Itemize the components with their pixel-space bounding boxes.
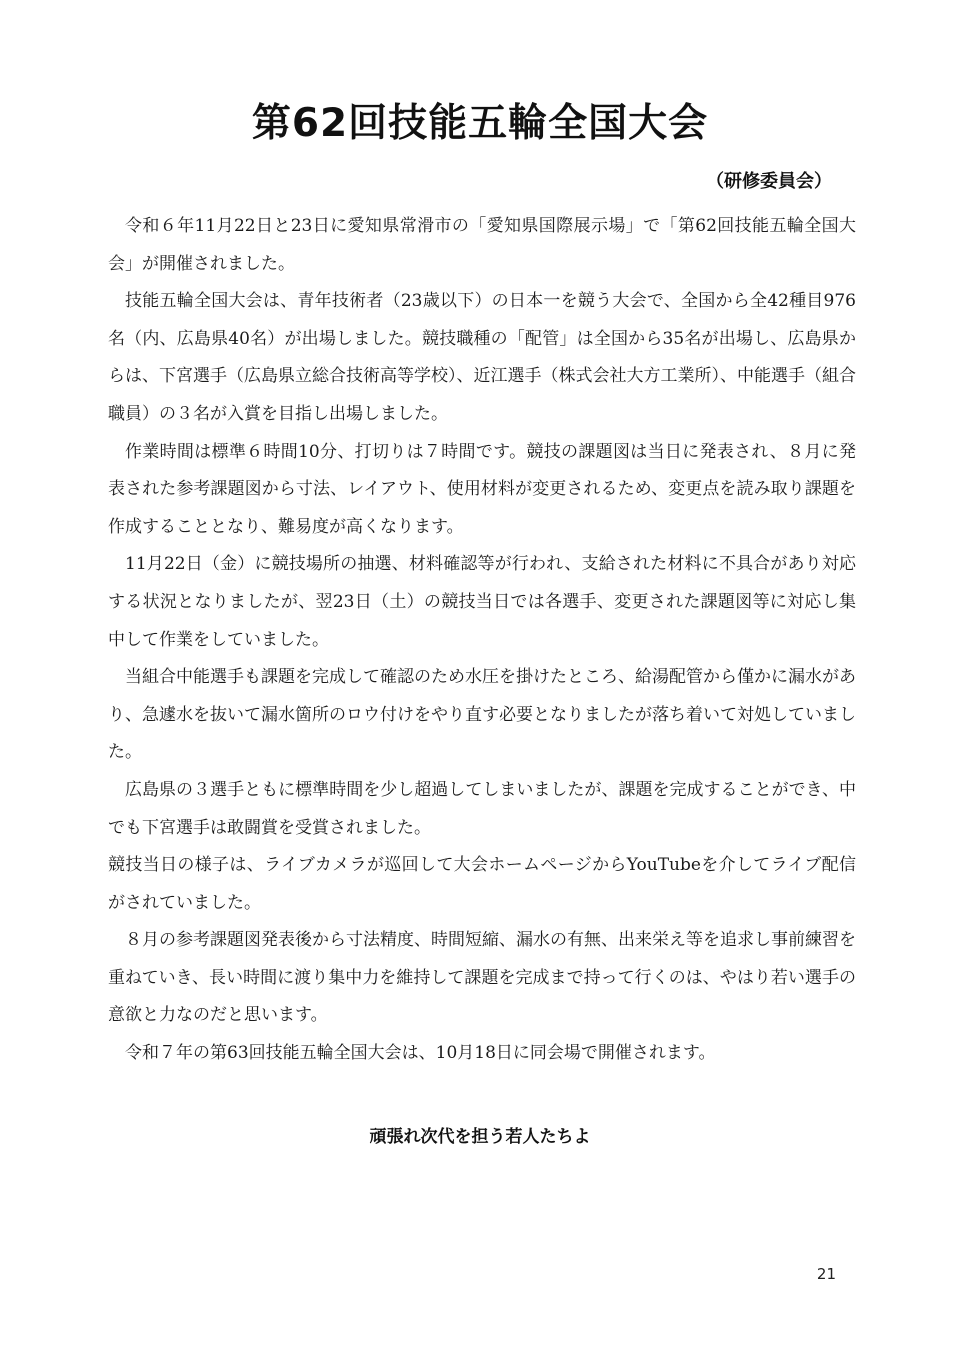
paragraph: 当組合中能選手も課題を完成して確認のため水圧を掛けたところ、給湯配管から僅かに漏水があり、急遽水を抜いて漏水箇所のロウ付けをやり直す必要となりましたが落ち着いて対処していました。 [108,667,856,763]
author-label: （研修委員会） [706,171,832,192]
paragraph: 広島県の３選手ともに標準時間を少し超過してしまいましたが、課題を完成することができ、中でも下宮選手は敢闘賞を受賞されました。 [108,779,856,838]
paragraph: ８月の参考課題図発表後から寸法精度、時間短縮、漏水の有無、出来栄え等を追求し事前練習を重ねていき、長い時間に渡り集中力を維持して課題を完成まで持って行くのは、やはり若い選手の意欲と力なのだと思います。 [108,930,856,1026]
paragraph: 作業時間は標準６時間10分、打切りは７時間です。競技の課題図は当日に発表され、８月に発表された参考課題図から寸法、レイアウト、使用材料が変更されるため、変更点を読み取り課題を作成することとなり、難易度が高くなります。 [108,441,856,537]
paragraph: 令和６年11月22日と23日に愛知県常滑市の「愛知県国際展示場」で「第62回技能五輪全国大会」が開催されました。 [108,216,856,274]
body-text [108,208,856,1073]
paragraph: 技能五輪全国大会は、青年技術者（23歳以下）の日本一を競う大会で、全国から全42種目976名（内、広島県40名）が出場しました。競技職種の「配管」は全国から35名が出場し、広島県からは、下宮選手（広島県立総合技術高等学校）、近江選手（株式会社大方工業所）、中能選手（組合職員）の３名が入賞を目指し出場しました。 [108,291,856,424]
page-number: 21 [816,1265,836,1283]
paragraph: 令和７年の第63回技能五輪全国大会は、10月18日に同会場で開催されます。 [125,1043,716,1064]
document-title: 第62回技能五輪全国大会 [251,101,709,146]
paragraph: 11月22日（金）に競技場所の抽選、材料確認等が行われ、支給された材料に不具合があり対応する状況となりましたが、翌23日（土）の競技当日では各選手、変更された課題図等に対応し集中して作業をしていました。 [108,554,856,650]
paragraph: 競技当日の様子は、ライブカメラが巡回して大会ホームページからYouTubeを介してライブ配信がされていました。 [108,855,856,913]
closing-line: 頑張れ次代を担う若人たちよ [369,1127,591,1147]
